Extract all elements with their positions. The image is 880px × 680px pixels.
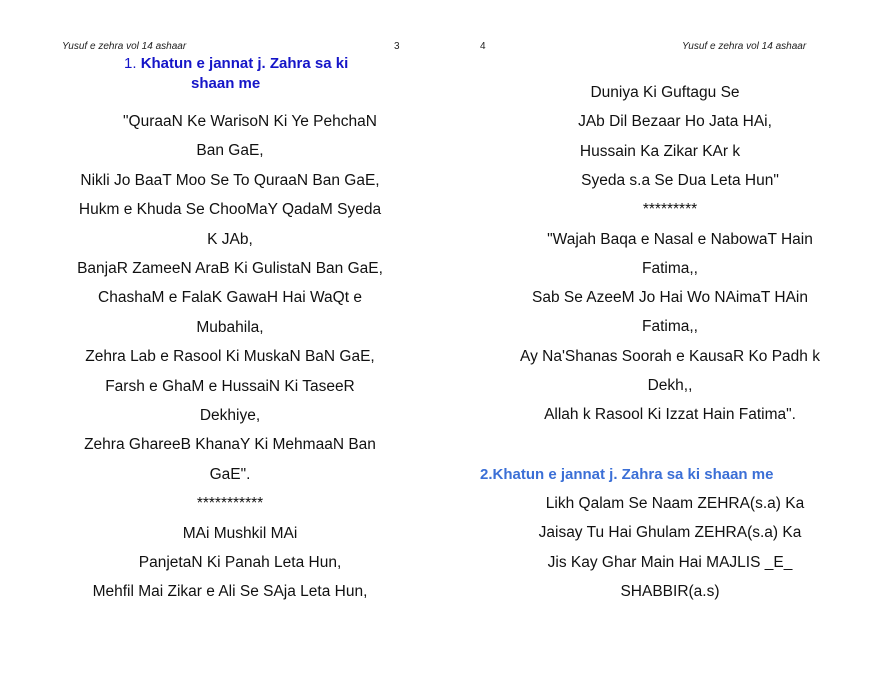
page-number: 4 bbox=[480, 41, 486, 52]
poem-line: Hussain Ka Zikar KAr k bbox=[579, 142, 741, 160]
poem-line: Zehra GhareeB KhanaY Ki MehmaaN Ban bbox=[84, 436, 376, 454]
poem-line: Syeda s.a Se Dua Leta Hun" bbox=[581, 171, 779, 189]
poem-line: ChashaM e FalaK GawaH Hai WaQt e bbox=[98, 289, 362, 307]
poem-line: K JAb, bbox=[207, 230, 253, 248]
poem-line: Sab Se AzeeM Jo Hai Wo NAimaT HAin bbox=[532, 289, 808, 307]
running-header: Yusuf e zehra vol 14 ashaar bbox=[682, 41, 807, 52]
running-header: Yusuf e zehra vol 14 ashaar bbox=[62, 41, 187, 52]
poem-line: GaE". bbox=[209, 465, 251, 483]
poem-line: "QuraaN Ke WarisoN Ki Ye PehchaN bbox=[123, 113, 377, 130]
poem-line: Zehra Lab e Rasool Ki MuskaN BaN GaE, bbox=[85, 348, 375, 366]
page-number: 3 bbox=[394, 41, 400, 52]
poem-line: MAi Mushkil MAi bbox=[182, 524, 298, 542]
poem-line: ********* bbox=[642, 201, 698, 219]
poem-line: JAb Dil Bezaar Ho Jata HAi, bbox=[578, 113, 772, 131]
poem-line: "Wajah Baqa e Nasal e NabowaT Hain bbox=[547, 230, 813, 248]
heading-number: 1. bbox=[124, 55, 137, 72]
poem-line: Fatima,, bbox=[642, 259, 698, 277]
poem-line: SHABBIR(a.s) bbox=[620, 582, 720, 600]
poem-line: Nikli Jo BaaT Moo Se To QuraaN Ban GaE, bbox=[80, 171, 380, 189]
poem-line: BanjaR ZameeN AraB Ki GulistaN Ban GaE, bbox=[77, 260, 383, 277]
poem-line: Ay Na'Shanas Soorah e KausaR Ko Padh k bbox=[520, 347, 820, 365]
poem-line: Mehfil Mai Zikar e Ali Se SAja Leta Hun, bbox=[92, 583, 368, 601]
poem-line: PanjetaN Ki Panah Leta Hun, bbox=[138, 554, 342, 571]
poem-line: Mubahila, bbox=[196, 318, 264, 336]
heading-line-2: shaan me bbox=[191, 75, 261, 92]
section-heading bbox=[124, 55, 348, 72]
poem-line: Duniya Ki Guftagu Se bbox=[590, 84, 740, 101]
right-page bbox=[440, 0, 880, 680]
poem-line: Dekh,, bbox=[647, 377, 693, 394]
poem-line: Allah k Rasool Ki Izzat Hain Fatima". bbox=[544, 406, 796, 424]
poem-line: Ban GaE, bbox=[196, 142, 264, 160]
poem-line: Fatima,, bbox=[642, 318, 698, 336]
poem-line: Hukm e Khuda Se ChooMaY QadaM Syeda bbox=[78, 201, 382, 219]
section-heading-2: 2.Khatun e jannat j. Zahra sa ki shaan me bbox=[480, 466, 774, 483]
poem-line: *********** bbox=[196, 495, 264, 513]
poem-line: Jaisay Tu Hai Ghulam ZEHRA(s.a) Ka bbox=[538, 524, 802, 542]
poem-line: Likh Qalam Se Naam ZEHRA(s.a) Ka bbox=[545, 495, 805, 512]
poem-line: Dekhiye, bbox=[199, 407, 261, 424]
poem-line: Jis Kay Ghar Main Hai MAJLIS _E_ bbox=[547, 553, 793, 571]
poem-line: Farsh e GhaM e HussaiN Ki TaseeR bbox=[105, 377, 355, 395]
heading-line-1: Khatun e jannat j. Zahra sa ki bbox=[140, 55, 349, 72]
